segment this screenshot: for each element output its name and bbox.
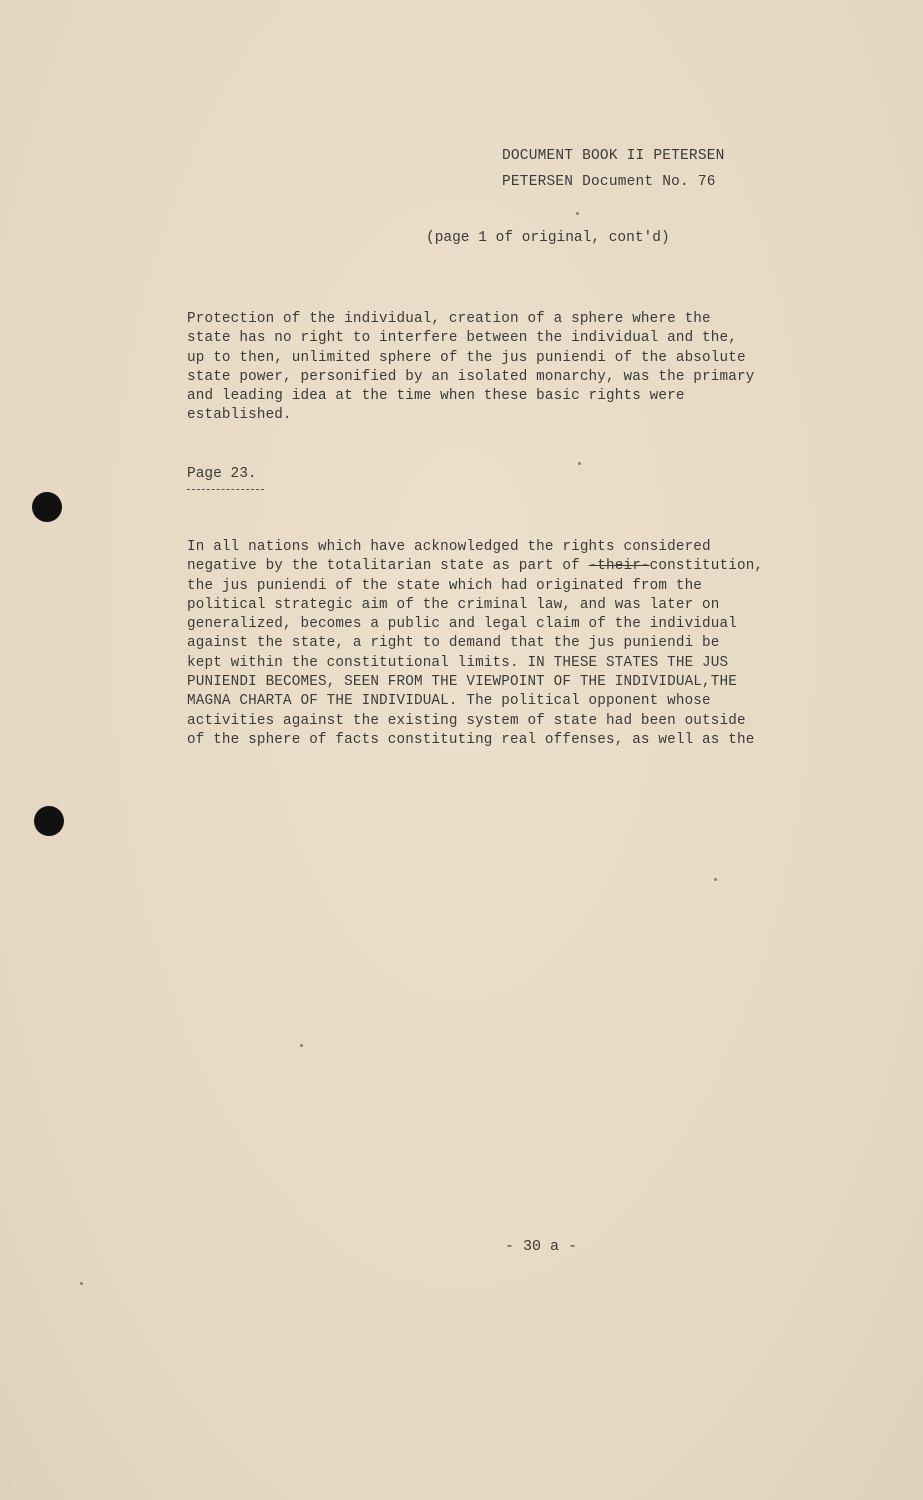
page-reference: Page 23.	[187, 466, 257, 482]
document-header	[502, 143, 725, 195]
paragraph-line: PUNIENDI BECOMES, SEEN FROM THE VIEWPOINT OF THE INDIVIDUAL,THE	[187, 674, 737, 691]
header-document-number: PETERSEN Document No. 76	[502, 174, 716, 190]
paragraph-line: state has no right to interfere between the individual and the,	[187, 330, 737, 347]
paragraph-line: MAGNA CHARTA OF THE INDIVIDUAL. The political opponent whose	[187, 693, 711, 710]
line-text: constitution,	[649, 558, 764, 575]
page-reference-underline	[187, 489, 264, 490]
paragraph-line: of the sphere of facts constituting real offenses, as well as the	[187, 731, 755, 748]
page-note: (page 1 of original, cont'd)	[426, 230, 670, 246]
paragraph-line: kept within the constitutional limits. IN THESE STATES THE JUS	[187, 654, 729, 671]
paragraph-line	[187, 557, 827, 576]
paragraph-line: political strategic aim of the criminal law, and was later on	[187, 596, 720, 613]
paper-speck	[576, 212, 579, 215]
paragraph-line: Protection of the individual, creation of a sphere where the	[187, 311, 711, 327]
punch-hole-bottom	[34, 806, 64, 836]
punch-hole-top	[32, 492, 62, 522]
paragraph-line: state power, personified by an isolated monarchy, was the primary	[187, 368, 755, 385]
paragraph-line: and leading idea at the time when these basic rights were	[187, 388, 685, 405]
paragraph-line: against the state, a right to demand that the jus puniendi be	[187, 635, 720, 652]
page-number: - 30 a -	[505, 1238, 578, 1255]
paragraph-line: the jus puniendi of the state which had originated from the	[187, 577, 703, 594]
paper-speck	[300, 1044, 303, 1047]
paragraph-line: up to then, unlimited sphere of the jus puniendi of the absolute	[187, 349, 746, 366]
header-book-title: DOCUMENT BOOK II PETERSEN	[502, 148, 725, 164]
paper-speck	[578, 462, 581, 465]
paragraph-protection	[187, 310, 827, 426]
line-text: negative by the totalitarian state as part of	[187, 558, 589, 575]
paper-speck	[80, 1282, 83, 1285]
paragraph-line: established.	[187, 407, 292, 424]
struck-word: -their-	[588, 558, 650, 575]
paragraph-line: In all nations which have acknowledged the rights considered	[187, 539, 711, 555]
paper-speck	[714, 878, 717, 881]
paragraph-line: generalized, becomes a public and legal claim of the individual	[187, 616, 737, 633]
paragraph-nations	[187, 538, 827, 750]
paragraph-line: activities against the existing system of state had been outside	[187, 712, 746, 729]
